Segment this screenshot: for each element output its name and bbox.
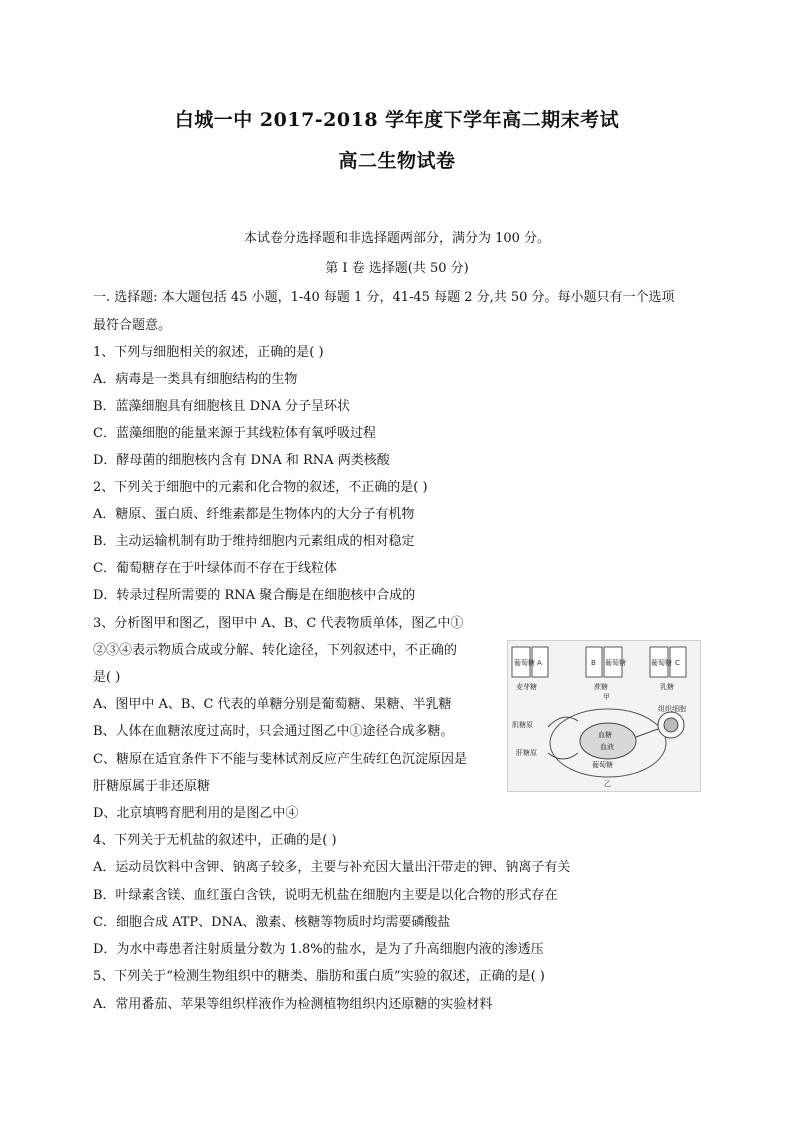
figure-box2-label: 蔗糖 bbox=[594, 683, 608, 691]
q4-option-b: B．叶绿素含镁、血红蛋白含铁，说明无机盐在细胞内主要是以化合物的形式存在 bbox=[93, 888, 558, 903]
q3-option-c-cont: 肝糖原属于非还原糖 bbox=[93, 779, 211, 794]
figure-label-cell: 组织细胞 bbox=[658, 705, 686, 713]
exam-subtitle: 高二生物试卷 bbox=[338, 150, 456, 172]
figure-box3-label: 乳糖 bbox=[660, 683, 674, 691]
figure-box-sucrose bbox=[586, 647, 626, 691]
q1-option-b: B．蓝藻细胞具有细胞核且 DNA 分子呈环状 bbox=[93, 399, 351, 414]
figure-label-blood: 血液 bbox=[600, 743, 614, 751]
figure-label-glucose: 葡萄糖 bbox=[592, 761, 613, 769]
q3-option-b: B、人体在血糖浓度过高时，只会通过图乙中①途径合成多糖。 bbox=[93, 724, 454, 739]
q1-option-d: D．酵母菌的细胞核内含有 DNA 和 RNA 两类核酸 bbox=[93, 453, 390, 468]
q3-stem-1: 3、分析图甲和图乙，图甲中 A、B、C 代表物质单体，图乙中① bbox=[93, 616, 464, 631]
q3-figure-diagram bbox=[508, 641, 700, 791]
figure-box3-left: 葡萄糖 bbox=[651, 659, 672, 667]
q2-option-d: D．转录过程所需要的 RNA 聚合酶是在细胞核中合成的 bbox=[93, 588, 416, 603]
q1-stem: 1、下列与细胞相关的叙述，正确的是( ) bbox=[93, 345, 324, 360]
part-heading: 第 I 卷 选择题(共 50 分) bbox=[325, 261, 469, 276]
q4-option-c: C．细胞合成 ATP、DNA、激素、核糖等物质时均需要磷酸盐 bbox=[93, 915, 451, 930]
section-instruction-cont: 最符合题意。 bbox=[93, 318, 172, 333]
figure-label-blood-sugar: 血糖 bbox=[598, 731, 612, 739]
figure-box-maltose bbox=[512, 647, 548, 691]
figure-box1-label: 麦芽糖 bbox=[516, 683, 537, 691]
figure-label-liver-glycogen: 肝糖原 bbox=[516, 749, 537, 757]
figure-box1-right: A bbox=[537, 659, 542, 667]
q1-option-c: C．蓝藻细胞的能量来源于其线粒体有氧呼吸过程 bbox=[93, 426, 376, 441]
q5-stem: 5、下列关于“检测生物组织中的糖类、脂肪和蛋白质”实验的叙述，正确的是( ) bbox=[93, 969, 545, 984]
q5-option-a: A．常用番茄、苹果等组织样液作为检测植物组织内还原糖的实验材料 bbox=[93, 997, 493, 1012]
exam-title: 白城一中 2017-2018 学年度下学年高二期末考试 bbox=[174, 109, 620, 131]
figure-metabolism-diagram bbox=[512, 704, 686, 788]
figure-caption-top: 甲 bbox=[603, 693, 610, 701]
figure-box2-right: 葡萄糖 bbox=[605, 659, 626, 667]
figure-box3-right: C bbox=[675, 659, 680, 667]
exam-intro: 本试卷分选择题和非选择题两部分，满分为 100 分。 bbox=[243, 231, 551, 246]
q2-option-c: C．葡萄糖存在于叶绿体而不存在于线粒体 bbox=[93, 561, 337, 576]
section-instruction: 一. 选择题: 本大题包括 45 小题，1-40 每题 1 分，41-45 每题 2 分,共 50 分。每小题只有一个选项 bbox=[93, 290, 675, 305]
q1-option-a: A．病毒是一类具有细胞结构的生物 bbox=[93, 372, 298, 387]
q3-stem-3: 是( ) bbox=[93, 670, 121, 685]
q3-figure bbox=[507, 640, 701, 792]
figure-box-lactose bbox=[650, 647, 686, 691]
figure-box2-left: B bbox=[591, 659, 596, 667]
q3-option-d: D、北京填鸭育肥利用的是图乙中④ bbox=[93, 806, 299, 821]
q4-option-a: A．运动员饮料中含钾、钠离子较多，主要与补充因大量出汗带走的钾、钠离子有关 bbox=[93, 860, 571, 875]
figure-box1-left: 葡萄糖 bbox=[514, 659, 535, 667]
q4-option-d: D．为水中毒患者注射质量分数为 1.8%的盐水，是为了升高细胞内液的渗透压 bbox=[93, 942, 544, 957]
q3-option-a: A、图甲中 A、B、C 代表的单糖分别是葡萄糖、果糖、半乳糖 bbox=[93, 697, 452, 712]
figure-caption-bottom: 乙 bbox=[604, 780, 611, 788]
q3-stem-2: ②③④表示物质合成或分解、转化途径，下列叙述中，不正确的 bbox=[93, 643, 458, 658]
figure-label-muscle-glycogen: 肌糖原 bbox=[512, 721, 533, 729]
q4-stem: 4、下列关于无机盐的叙述中，正确的是( ) bbox=[93, 833, 337, 848]
q3-option-c: C、糖原在适宜条件下不能与斐林试剂反应产生砖红色沉淀原因是 bbox=[93, 752, 467, 767]
q2-option-b: B．主动运输机制有助于维持细胞内元素组成的相对稳定 bbox=[93, 534, 415, 549]
q2-option-a: A．糖原、蛋白质、纤维素都是生物体内的大分子有机物 bbox=[93, 507, 415, 522]
q2-stem: 2、下列关于细胞中的元素和化合物的叙述，不正确的是( ) bbox=[93, 480, 428, 495]
